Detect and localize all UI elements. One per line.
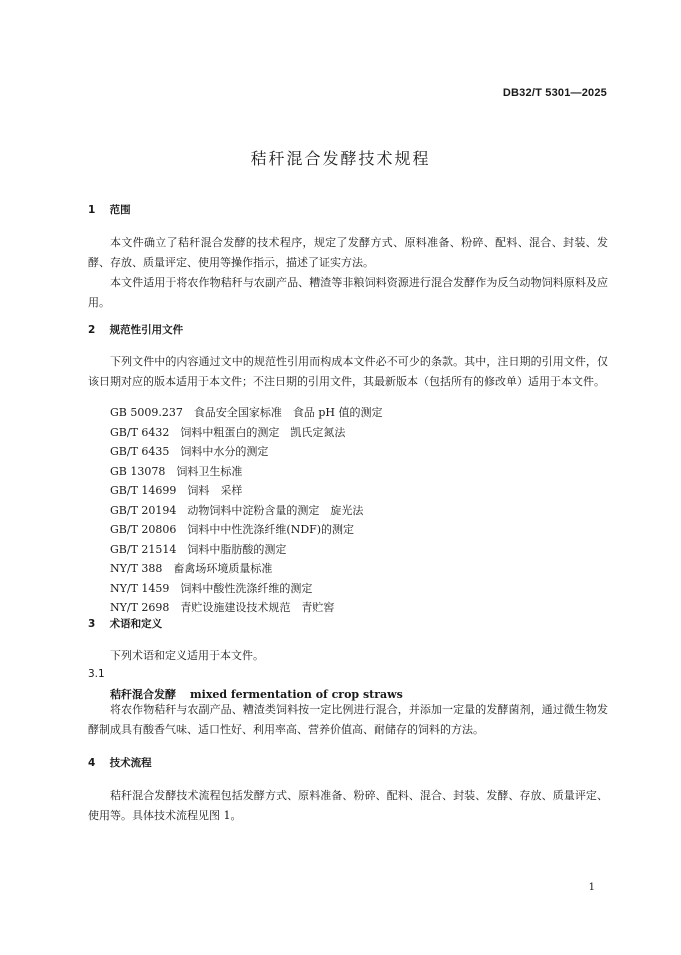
- term-definition: 将农作物秸秆与农副产品、糟渣类饲料按一定比例进行混合，并添加一定量的发酵菌剂，通过微生物发酵制成具有酸香气味、适口性好、利用率高、营养价值高、耐储存的饲料的方法。: [88, 703, 608, 736]
- section-number: 4: [88, 757, 96, 769]
- reference-item: GB 5009.237 食品安全国家标准 食品 pH 值的测定: [110, 406, 383, 419]
- section-4-heading: [88, 755, 152, 770]
- section-3-heading: [88, 616, 162, 631]
- section-2-heading: [88, 322, 183, 337]
- section-number: 3: [88, 618, 96, 630]
- section-1-paragraph-1: 本文件确立了秸秆混合发酵的技术程序，规定了发酵方式、原料准备、粉碎、配料、混合、封装、发酵、存放、质量评定、使用等操作指示，描述了证实方法。: [88, 236, 608, 269]
- doc-number: DB32/T 5301—2025: [502, 87, 607, 99]
- page-number: 1: [588, 882, 595, 893]
- section-title: 规范性引用文件: [109, 324, 184, 336]
- reference-item: GB 13078 饲料卫生标准: [110, 465, 243, 478]
- section-title: 技术流程: [109, 757, 152, 769]
- section-3-paragraph-1: 下列术语和定义适用于本文件。: [110, 649, 264, 662]
- section-2-paragraph-1: 下列文件中的内容通过文中的规范性引用而构成本文件必不可少的条款。其中，注日期的引用文件，仅该日期对应的版本适用于本文件；不注日期的引用文件，其最新版本（包括所有的修改单）适用于本文件。: [88, 355, 608, 388]
- reference-item: GB/T 14699 饲料 采样: [110, 484, 243, 497]
- page-title: 秸秆混合发酵技术规程: [250, 149, 431, 168]
- section-title: 范围: [109, 204, 131, 216]
- section-title: 术语和定义: [109, 618, 163, 630]
- section-4-paragraph-1: 秸秆混合发酵技术流程包括发酵方式、原料准备、粉碎、配料、混合、封装、发酵、存放、质量评定、使用等。具体技术流程见图 1。: [88, 789, 608, 822]
- reference-item: NY/T 388 畜禽场环境质量标准: [110, 562, 273, 575]
- section-1-paragraph-2: 本文件适用于将农作物秸秆与农副产品、糟渣等非粮饲料资源进行混合发酵作为反刍动物饲料原料及应用。: [88, 276, 608, 309]
- reference-item: GB/T 20806 饲料中中性洗涤纤维(NDF)的测定: [110, 523, 355, 536]
- term-chinese: 秸秆混合发酵: [110, 688, 176, 701]
- section-number: 2: [88, 324, 96, 336]
- reference-item: GB/T 6432 饲料中粗蛋白的测定 凯氏定氮法: [110, 426, 346, 439]
- reference-item: GB/T 6435 饲料中水分的测定: [110, 445, 269, 458]
- reference-item: GB/T 20194 动物饲料中淀粉含量的测定 旋光法: [110, 504, 364, 517]
- reference-item: NY/T 2698 青贮设施建设技术规范 青贮窖: [110, 601, 335, 614]
- term-english: mixed fermentation of crop straws: [190, 688, 403, 701]
- reference-item: NY/T 1459 饲料中酸性洗涤纤维的测定: [110, 582, 313, 595]
- term-number: 3.1: [88, 668, 105, 680]
- section-1-heading: [88, 202, 131, 217]
- section-number: 1: [88, 204, 96, 216]
- reference-item: GB/T 21514 饲料中脂肪酸的测定: [110, 543, 287, 556]
